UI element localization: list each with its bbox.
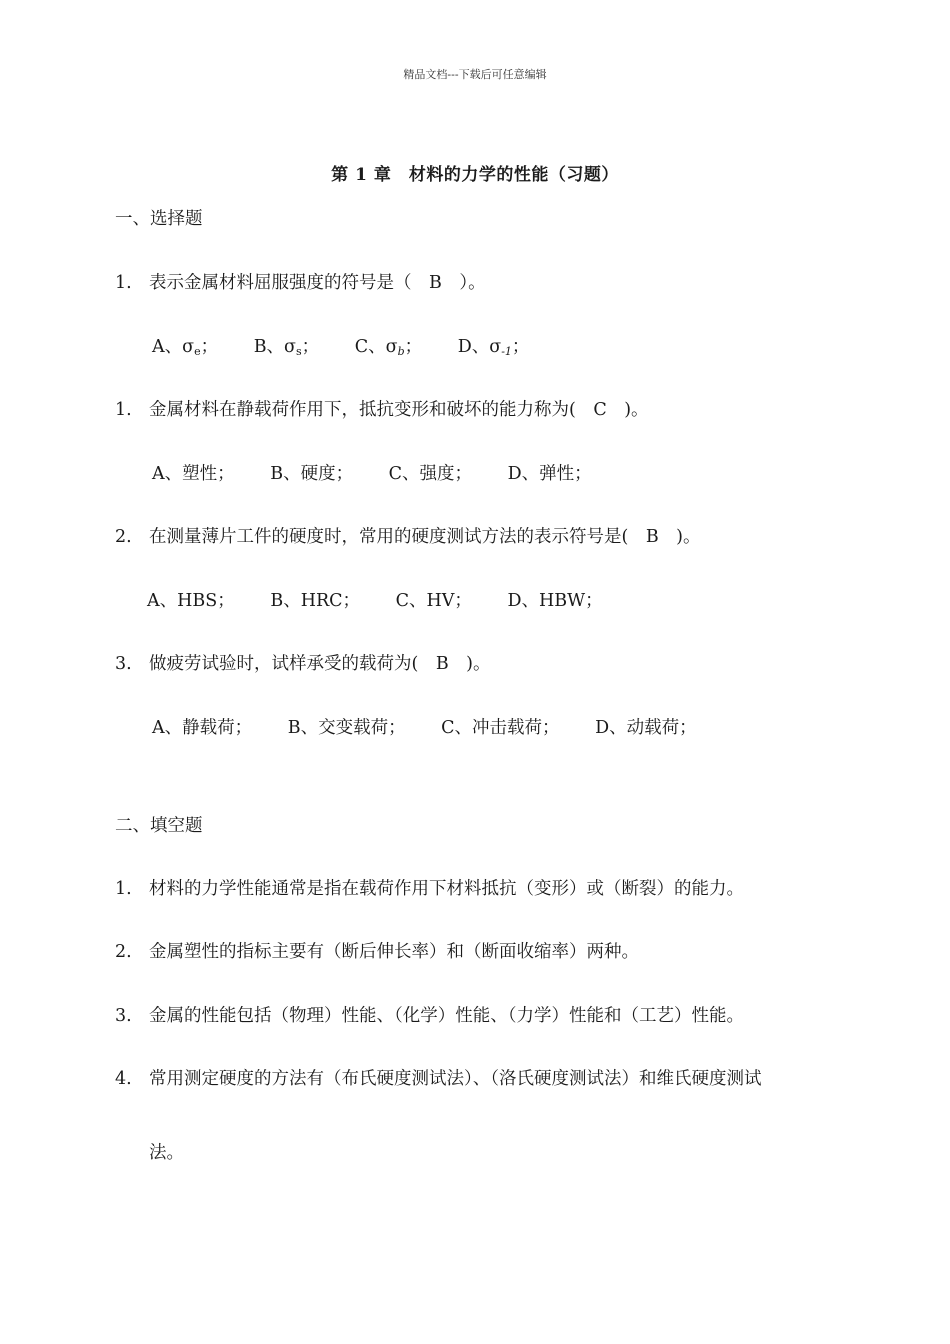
item-number: 3. [115,1006,132,1026]
item-text: 金属的性能包括（物理）性能、（化学）性能、（力学）性能和（工艺）性能。 [149,1006,744,1026]
question-4 [115,652,491,676]
option-a: A、塑性； [152,464,235,484]
fill-item-4 [115,1067,762,1091]
question-text: 金属材料在静载荷作用下，抵抗变形和破坏的能力称为( C )。 [149,400,649,420]
question-3 [115,525,701,549]
item-number: 2. [115,942,132,962]
item-text: 常用测定硬度的方法有（布氏硬度测试法）、（洛氏硬度测试法）和维氏硬度测试 [149,1069,762,1089]
item-text: 材料的力学性能通常是指在载荷作用下材料抵抗（变形）或（断裂）的能力。 [149,879,744,899]
option-d: D、$\sigma_{-1}$； [457,337,530,358]
option-c: C、冲击载荷； [441,718,560,738]
question-number: 2. [115,527,132,547]
question-text: 表示金属材料屈服强度的符号是（ B ）。 [149,273,486,293]
option-b: B、硬度； [270,464,354,484]
question-1-options [152,335,529,364]
option-a: A、HBS； [147,591,235,611]
fill-item-4-continuation: 法。 [149,1143,184,1163]
option-d: D、弹性； [507,464,592,484]
item-number: 1. [115,879,132,899]
fill-item-1 [115,877,744,901]
option-d: D、动载荷； [595,718,697,738]
question-text: 做疲劳试验时，试样承受的载荷为( B )。 [149,654,491,674]
question-number: 1. [115,273,132,293]
question-4-options [152,716,697,740]
section-heading-choice: 一、选择题 [115,209,203,229]
option-c: C、强度； [388,464,473,484]
option-a: A、$\sigma_e$； [152,337,219,358]
option-a: A、静载荷； [152,718,253,738]
option-b: B、$\sigma_s$； [253,337,320,358]
question-text: 在测量薄片工件的硬度时，常用的硬度测试方法的表示符号是( B )。 [149,527,701,547]
question-number: 1. [115,400,132,420]
page-header: 精品文档---下载后可任意编辑 [403,68,547,81]
option-b: B、HRC； [270,591,361,611]
question-1 [115,271,486,295]
option-d: D、HBW； [507,591,603,611]
option-b: B、交变载荷； [287,718,406,738]
question-3-options [147,589,603,613]
option-c: C、HV； [395,591,472,611]
item-text: 金属塑性的指标主要有（断后伸长率）和（断面收缩率）两种。 [149,942,639,962]
option-c: C、$\sigma_b$； [354,337,423,358]
question-number: 3. [115,654,132,674]
chapter-title: 第 1 章 材料的力学的性能（习题） [331,165,619,185]
question-2-options [152,462,592,486]
fill-item-3 [115,1004,744,1028]
question-2 [115,398,649,422]
section-heading-fill: 二、填空题 [115,816,203,836]
fill-item-2 [115,940,639,964]
item-number: 4. [115,1069,132,1089]
